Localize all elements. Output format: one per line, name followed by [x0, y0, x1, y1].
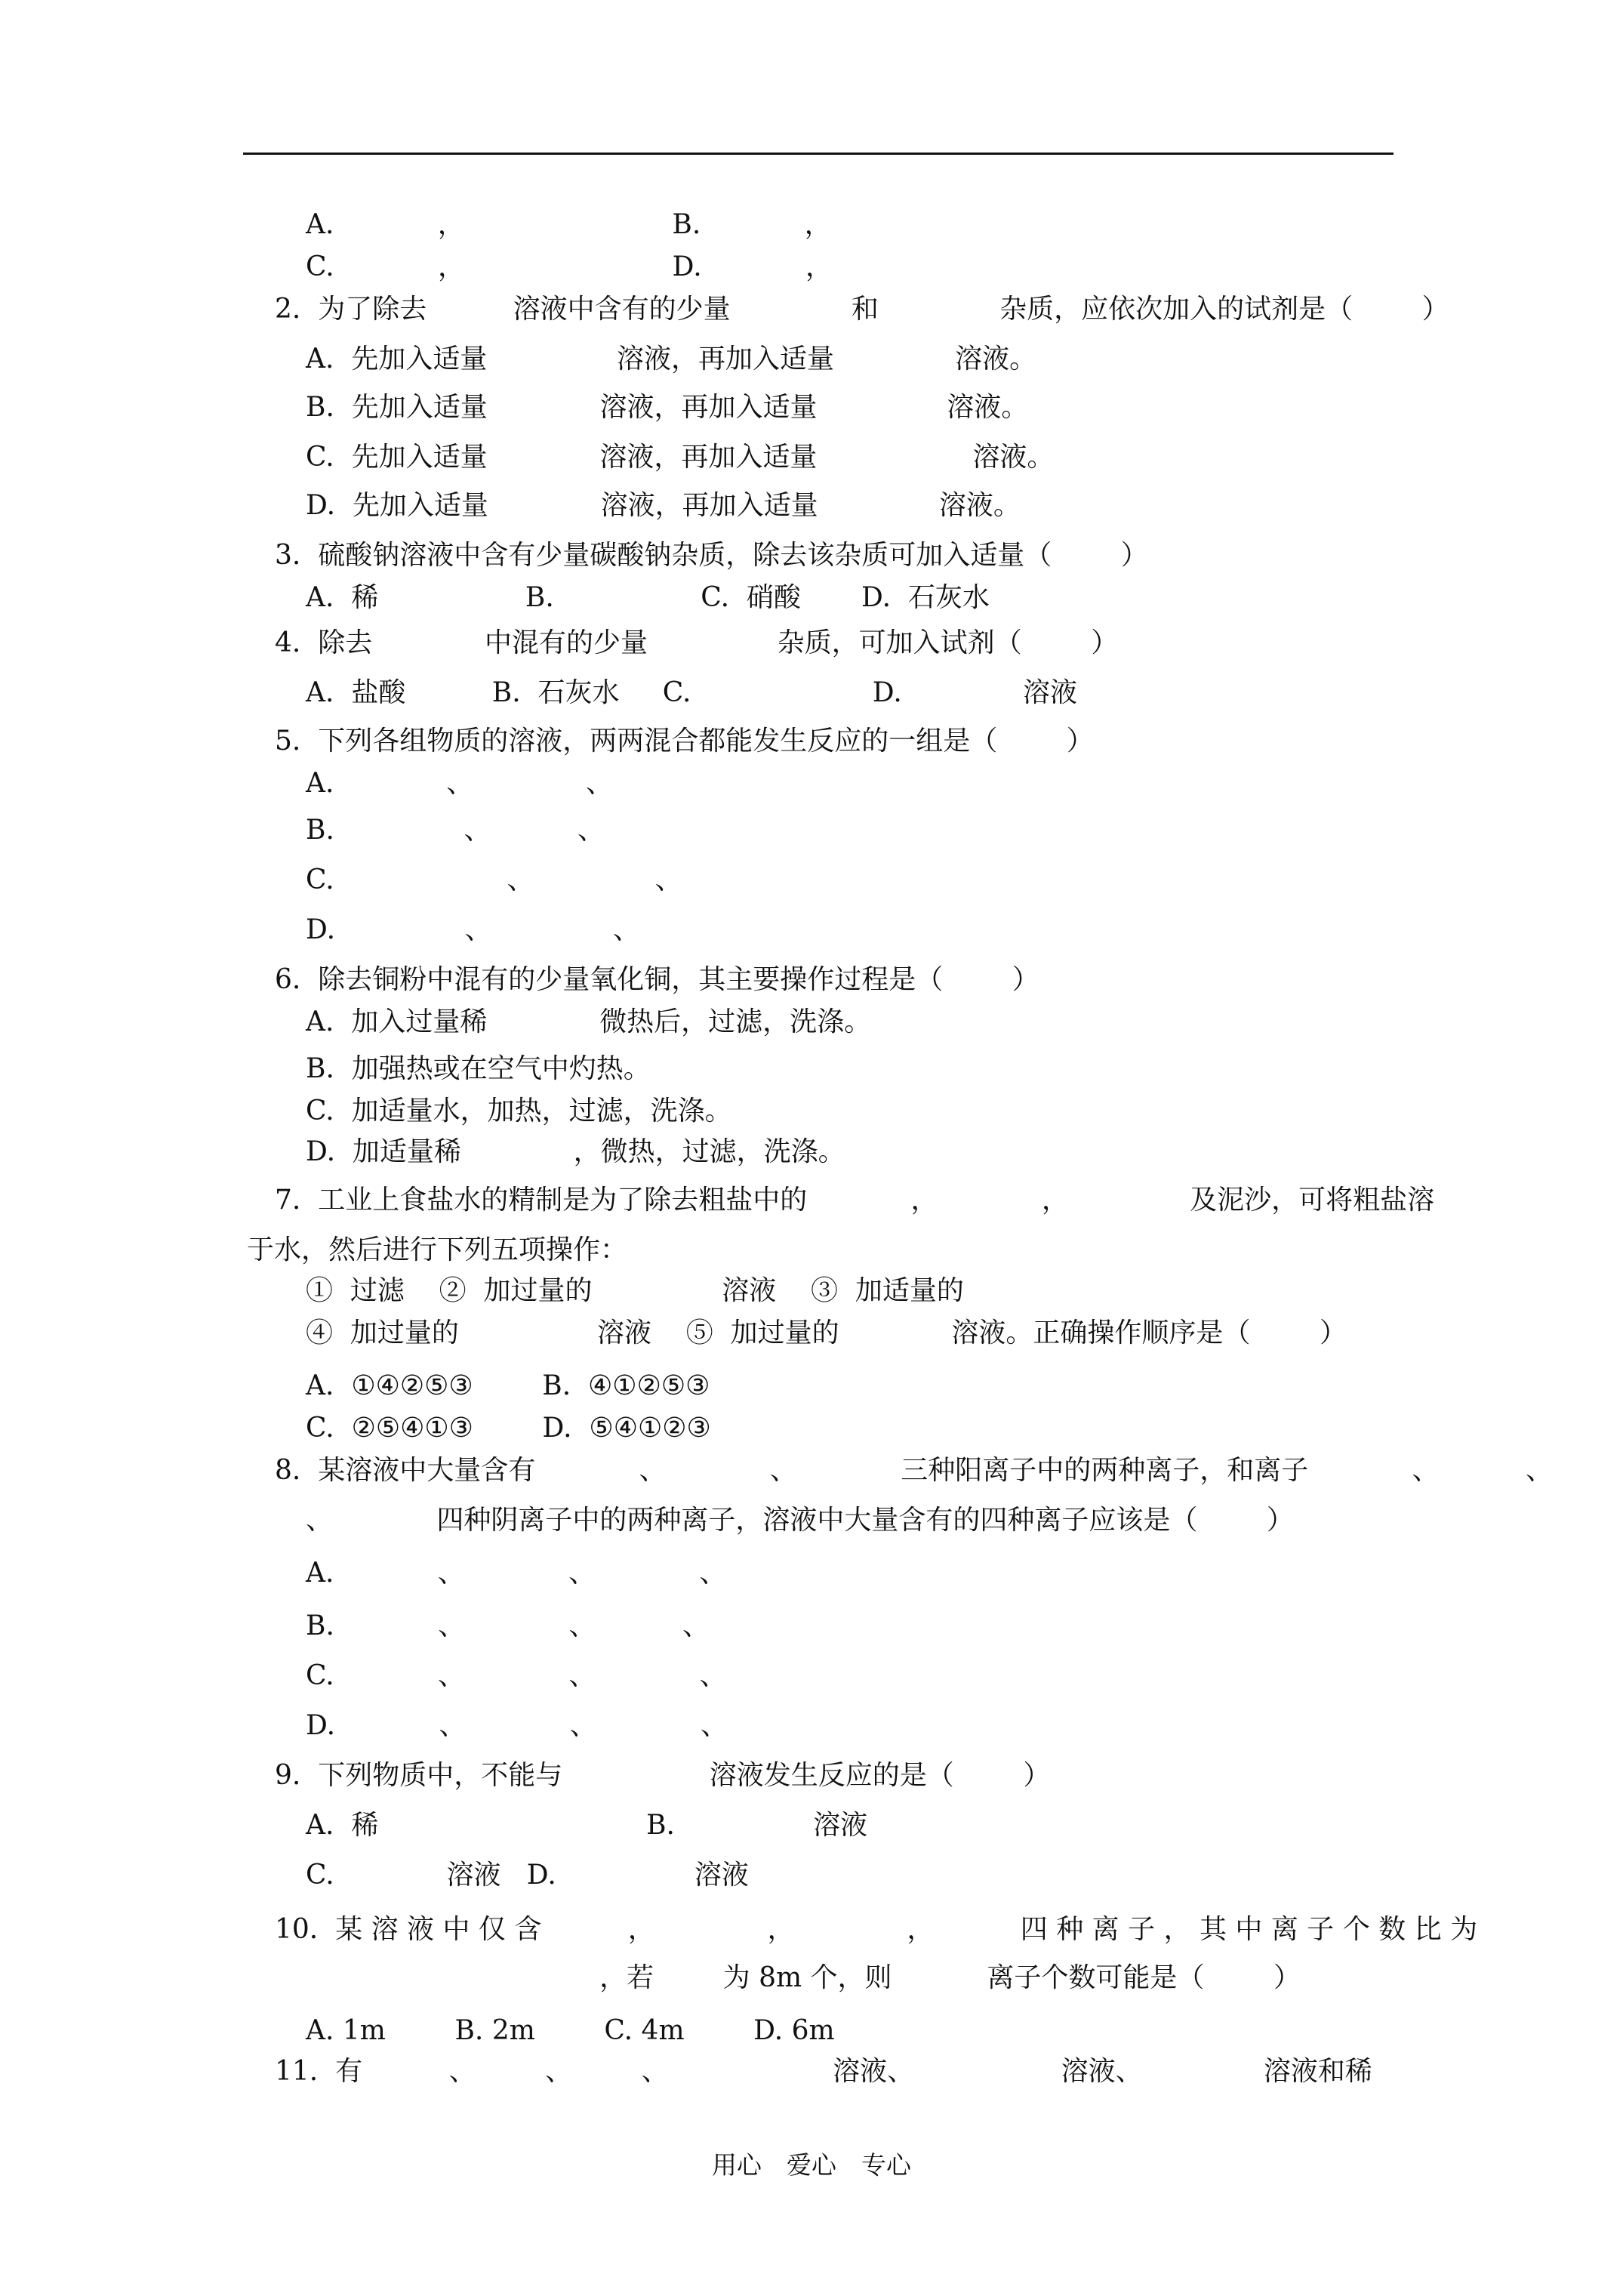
text-line: ① 过滤 ② 加过量的 溶液 ③ 加适量的 [306, 1275, 964, 1306]
text-line: D. 、 、 、 [306, 1710, 728, 1741]
text-line: 3. 硫酸钠溶液中含有少量碳酸钠杂质，除去该杂质可加入适量（ ） [275, 540, 1148, 571]
text-line: D. 加适量稀 ，微热，过滤，洗涤。 [306, 1136, 845, 1167]
text-line: A. 稀 B. 溶液 [306, 1810, 868, 1841]
text-line: A. 盐酸 B. 石灰水 C. D. 溶液 [306, 677, 1078, 708]
text-line: 4. 除去 中混有的少量 杂质，可加入试剂（ ） [275, 627, 1119, 658]
text-line: 2. 为了除去 溶液中含有的少量 和 杂质，应依次加入的试剂是（ ） [275, 294, 1449, 325]
text-line: B. 加强热或在空气中灼热。 [306, 1053, 651, 1084]
text-line: C. ②⑤④①③ D. ⑤④①②③ [306, 1413, 711, 1444]
text-line: A. 、 、 [306, 768, 613, 799]
header-rule [243, 153, 1394, 155]
text-line: C. ， D. ， [306, 251, 833, 282]
text-line: A. ①④②⑤③ B. ④①②⑤③ [306, 1370, 710, 1401]
text-line: C. 加适量水，加热，过滤，洗涤。 [306, 1096, 732, 1126]
text-line: C. 、 、 、 [306, 1660, 727, 1691]
text-line: A. 稀 B. C. 硝酸 D. 石灰水 [306, 582, 990, 613]
text-line: ，若 为 8m 个，则 离子个数可能是（ ） [306, 1962, 1301, 1993]
text-line: C. 先加入适量 溶液，再加入适量 溶液。 [306, 442, 1055, 473]
text-line: 10. 某 溶 液 中 仅 含 ， ， ， 四 种 离 子 ， 其 中 离 子 个 数 比 为 [275, 1914, 1478, 1945]
text-line: A. 加入过量稀 微热后，过滤，洗涤。 [306, 1006, 872, 1037]
text-line: D. 先加入适量 溶液，再加入适量 溶液。 [306, 490, 1021, 521]
text-line: 7. 工业上食盐水的精制是为了除去粗盐中的 ， ， 及泥沙，可将粗盐溶 [275, 1185, 1435, 1216]
text-line: D. 、 、 [306, 914, 640, 945]
text-line: 11. 有 、 、 、 溶液、 溶液、 溶液和稀 [275, 2056, 1372, 2087]
text-line: 6. 除去铜粉中混有的少量氧化铜，其主要操作过程是（ ） [275, 964, 1039, 995]
text-line: B. 、 、 、 [306, 1610, 710, 1641]
page-footer: 用心 爱心 专心 [712, 2150, 911, 2180]
text-line: ④ 加过量的 溶液 ⑤ 加过量的 溶液。正确操作顺序是（ ） [306, 1318, 1347, 1348]
text-line: B. 、 、 [306, 815, 605, 846]
text-line: C. 溶液 D. 溶液 [306, 1860, 749, 1891]
text-line: 5. 下列各组物质的溶液，两两混合都能发生反应的一组是（ ） [275, 726, 1094, 757]
text-line: 于水，然后进行下列五项操作： [247, 1234, 628, 1265]
text-line: 、 四种阴离子中的两种离子，溶液中大量含有的四种离子应该是（ ） [306, 1505, 1294, 1536]
text-line: A. ， B. ， [306, 209, 832, 240]
text-line: A. 、 、 、 [306, 1558, 727, 1589]
text-line: 9. 下列物质中，不能与 溶液发生反应的是（ ） [275, 1760, 1051, 1791]
text-line: A. 1m B. 2m C. 4m D. 6m [306, 2015, 835, 2046]
text-line: B. 先加入适量 溶液，再加入适量 溶液。 [306, 392, 1029, 423]
text-line: C. 、 、 [306, 864, 682, 895]
text-line: 8. 某溶液中大量含有 、 、 三种阳离子中的两种离子，和离子 、 、 [275, 1455, 1553, 1486]
text-line: A. 先加入适量 溶液，再加入适量 溶液。 [306, 344, 1037, 374]
